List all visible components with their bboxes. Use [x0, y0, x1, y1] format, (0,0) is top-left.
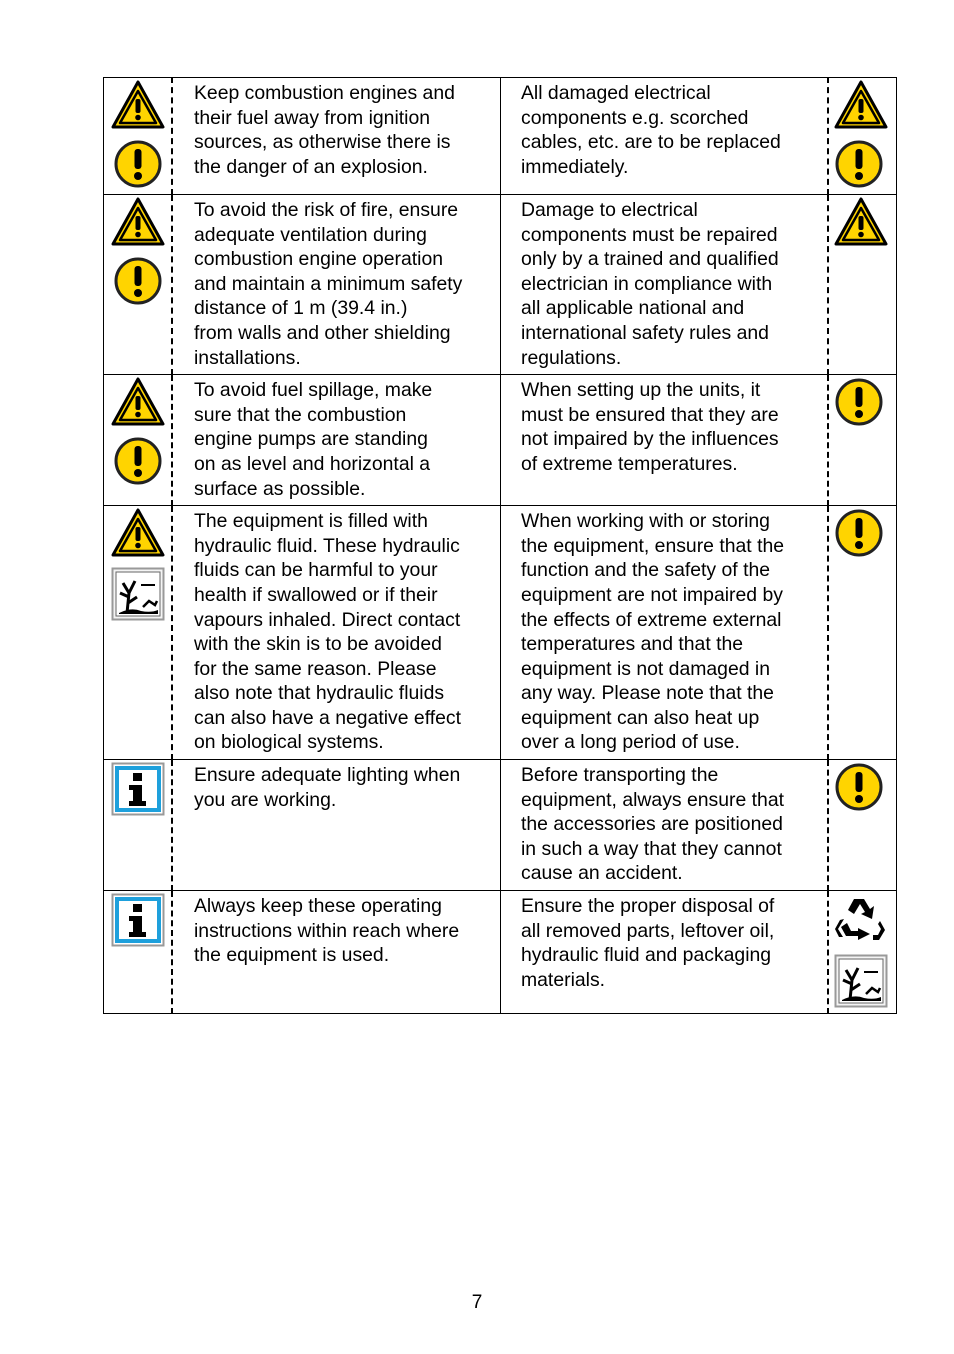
- right-icon-cell: [828, 375, 897, 506]
- exclamation-circle-icon: [834, 508, 884, 563]
- instruction-text: Always keep these operating instructions within reach where the equipment is used.: [194, 895, 460, 967]
- warning-triangle-icon: [111, 80, 165, 135]
- left-text-cell: [172, 195, 501, 375]
- right-text-cell: [501, 195, 829, 375]
- warning-triangle-icon: [111, 508, 165, 563]
- environment-hazard-icon: [834, 954, 888, 1013]
- left-text-cell: [172, 760, 501, 891]
- left-icon-cell: [104, 375, 173, 506]
- table-row: [104, 760, 897, 891]
- left-text-cell: [172, 891, 501, 1014]
- right-icon-cell: [828, 506, 897, 760]
- instruction-text: Ensure adequate lighting when you are working.: [194, 764, 461, 811]
- left-icon-cell: [104, 891, 173, 1014]
- page-number: 7: [471, 1292, 483, 1313]
- right-icon-cell: [828, 78, 897, 195]
- exclamation-circle-icon: [113, 139, 163, 194]
- warning-triangle-icon: [111, 377, 165, 432]
- right-text-cell: [501, 375, 829, 506]
- instruction-text: When setting up the units, it must be ensured that they are not impaired by the influences of extreme temperatures.: [521, 379, 779, 475]
- left-text-cell: [172, 506, 501, 760]
- instruction-text: Ensure the proper disposal of all removed parts, leftover oil, hydraulic fluid and packaging materials.: [521, 895, 775, 991]
- recycling-icon: [834, 893, 888, 950]
- left-icon-cell: [104, 760, 173, 891]
- warning-triangle-icon: [111, 197, 165, 252]
- right-icon-cell: [828, 760, 897, 891]
- left-text-cell: [172, 78, 501, 195]
- left-icon-cell: [104, 195, 173, 375]
- left-text-cell: [172, 375, 501, 506]
- instruction-text: To avoid the risk of fire, ensure adequate ventilation during combustion engine operation and maintain a minimum safety distance of 1 m (39.4 in.) from walls and other shielding installations.: [194, 199, 463, 369]
- warning-triangle-icon: [834, 197, 888, 252]
- instruction-text: When working with or storing the equipment, ensure that the function and the safety of the equipment are not impaired by the effects of extreme external temperatures and that the equipment is not damaged in any way. Please note that the equipment can also heat up over a long period of use.: [521, 510, 785, 754]
- table-row: [104, 506, 897, 760]
- table-row: [104, 78, 897, 195]
- right-text-cell: [501, 506, 829, 760]
- right-icon-cell: [828, 891, 897, 1014]
- warning-triangle-icon: [834, 80, 888, 135]
- right-text-cell: [501, 760, 829, 891]
- exclamation-circle-icon: [834, 377, 884, 432]
- safety-instructions-table: [103, 77, 897, 1014]
- right-icon-cell: [828, 195, 897, 375]
- right-text-cell: [501, 78, 829, 195]
- left-icon-cell: [104, 506, 173, 760]
- information-icon: [111, 893, 165, 952]
- exclamation-circle-icon: [113, 436, 163, 491]
- exclamation-circle-icon: [834, 762, 884, 817]
- table-row: [104, 195, 897, 375]
- exclamation-circle-icon: [113, 256, 163, 311]
- instruction-text: All damaged electrical components e.g. scorched cables, etc. are to be replaced immediately.: [521, 82, 781, 178]
- instruction-text: Before transporting the equipment, always ensure that the accessories are positioned in such a way that they cannot cause an accident.: [521, 764, 785, 885]
- right-text-cell: [501, 891, 829, 1014]
- information-icon: [111, 762, 165, 821]
- instruction-text: Damage to electrical components must be repaired only by a trained and qualified electrician in compliance with all applicable national and international safety rules and regulations.: [521, 199, 779, 369]
- exclamation-circle-icon: [834, 139, 884, 194]
- instruction-text: The equipment is filled with hydraulic fluid. These hydraulic fluids can be harmful to your health if swallowed or if their vapours inhaled. Direct contact with the skin is to be avoided for the same reason. Please also note that hydraulic fluids can also have a negative effect on biological systems.: [194, 510, 461, 754]
- instruction-text: Keep combustion engines and their fuel away from ignition sources, as otherwise there is the danger of an explosion.: [194, 82, 455, 178]
- instruction-text: To avoid fuel spillage, make sure that the combustion engine pumps are standing on as level and horizontal a surface as possible.: [194, 379, 433, 500]
- left-icon-cell: [104, 78, 173, 195]
- table-row: [104, 891, 897, 1014]
- environment-hazard-icon: [111, 567, 165, 626]
- table-row: [104, 375, 897, 506]
